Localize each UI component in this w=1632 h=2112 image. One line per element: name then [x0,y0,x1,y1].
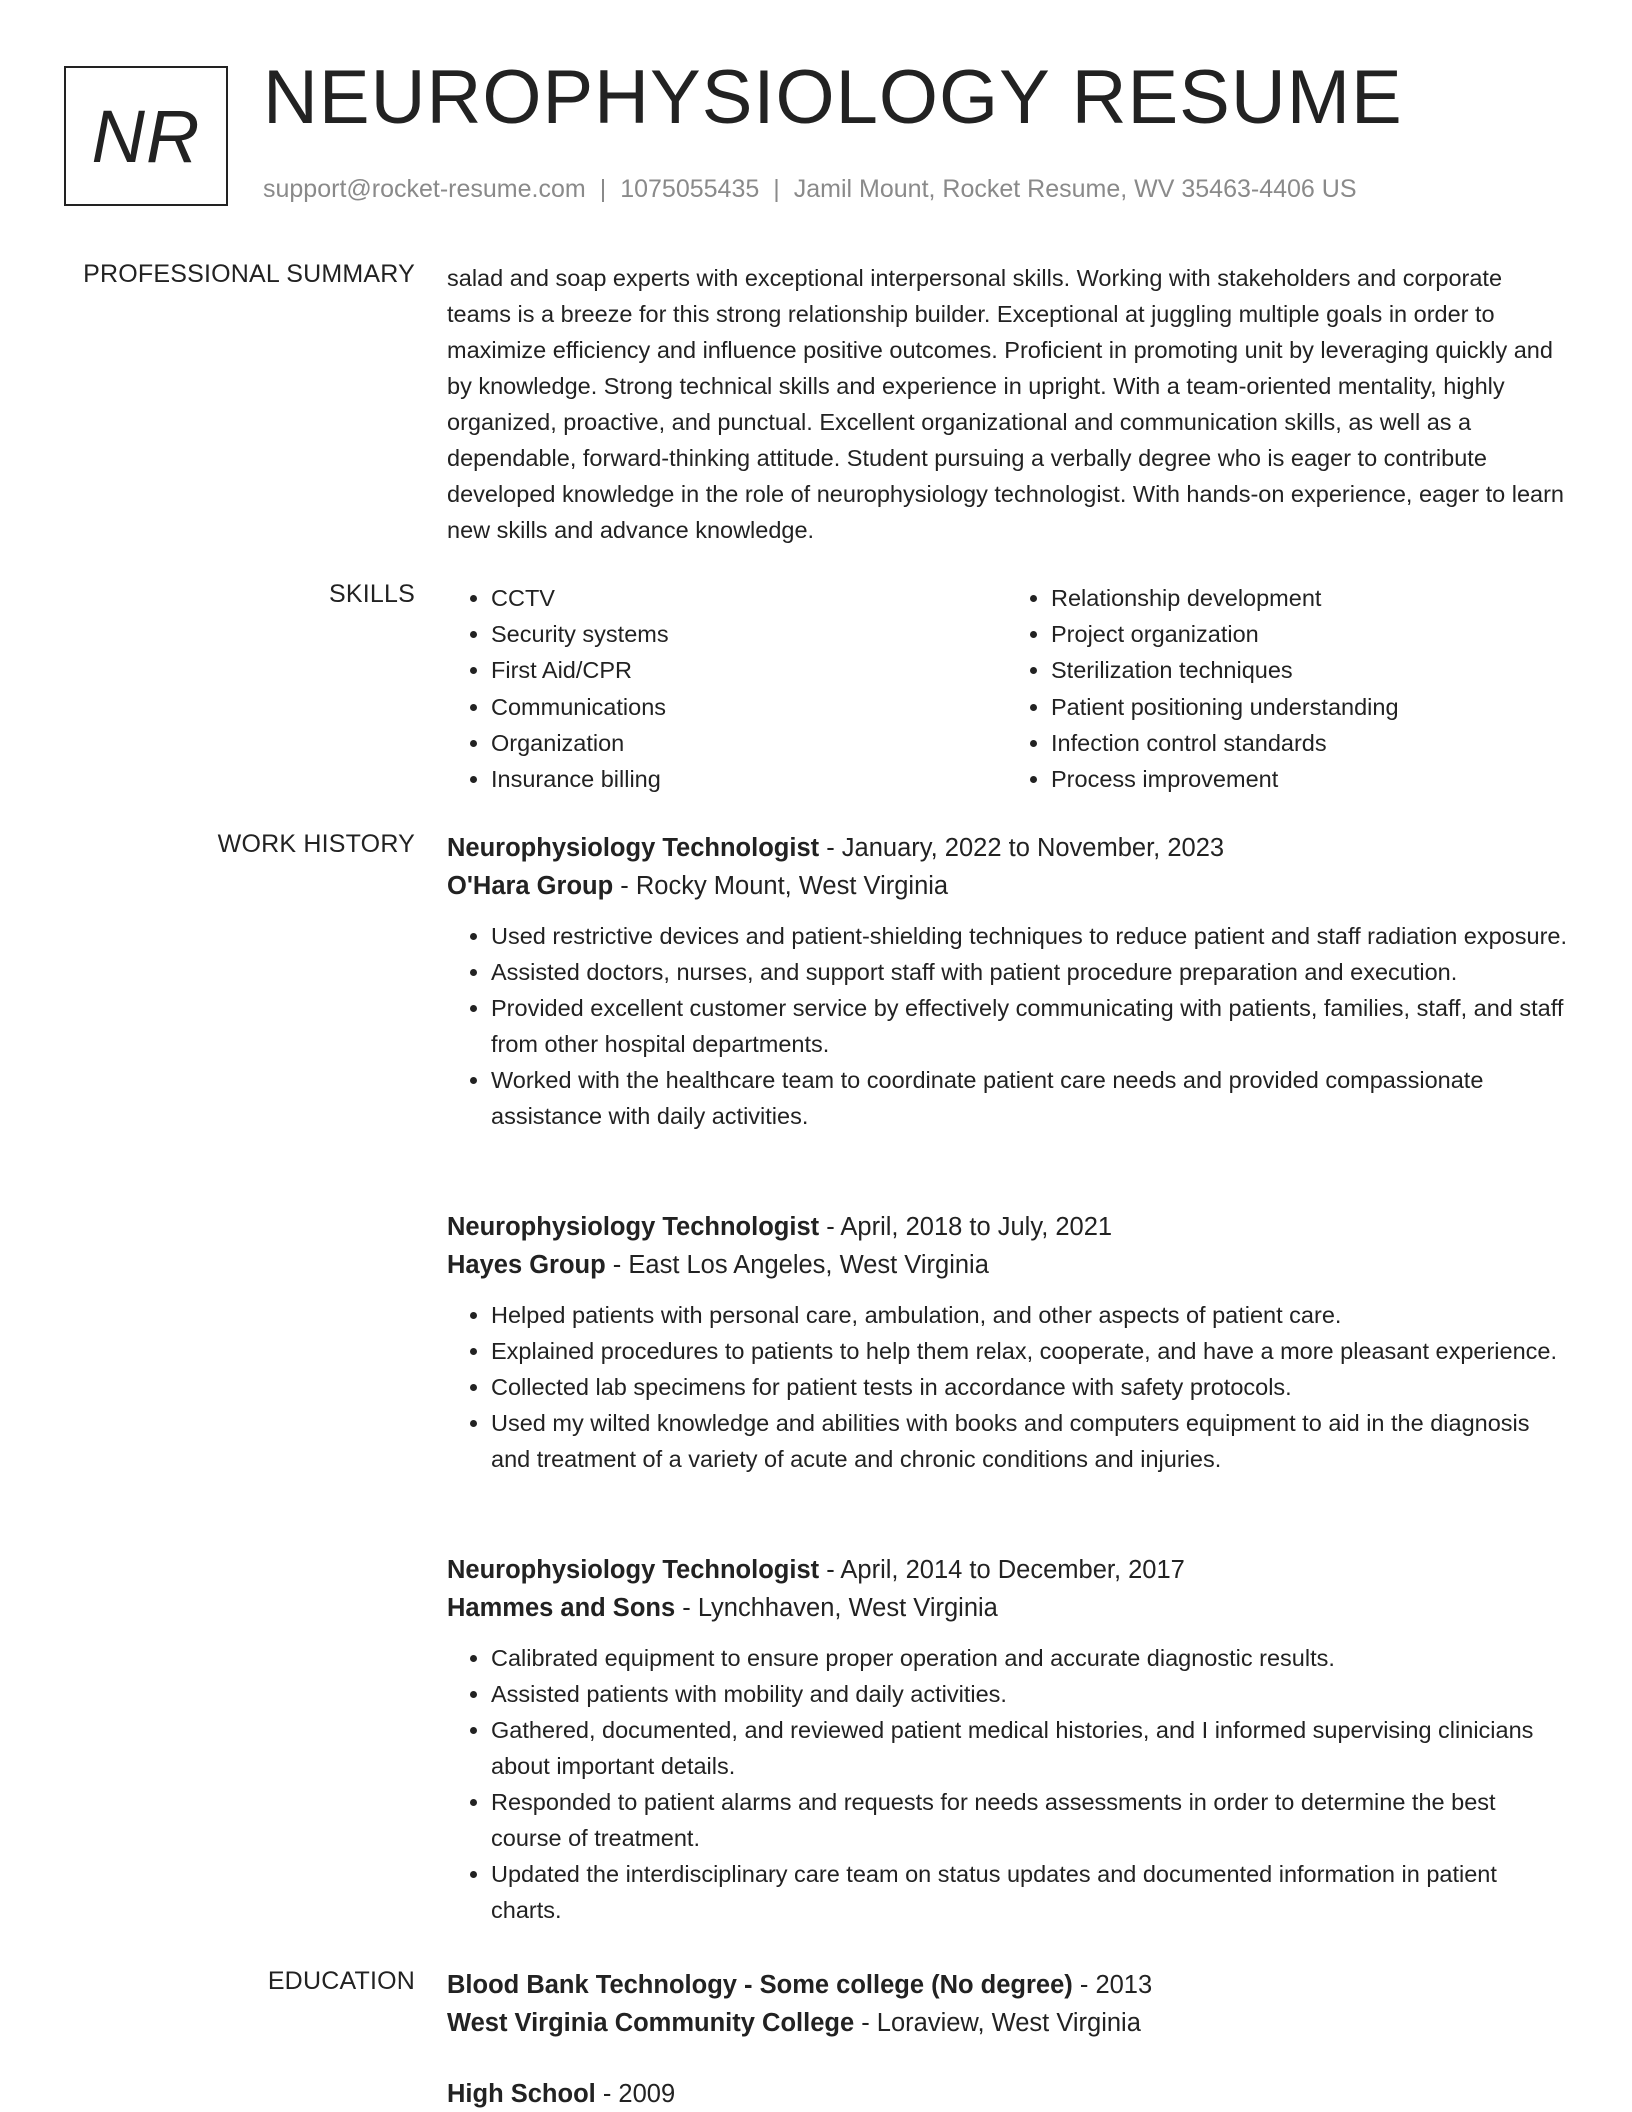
skill-item: • Organization [491,725,1007,761]
job-duty: • Helped patients with personal care, ambulation, and other aspects of patient care. [491,1297,1567,1333]
job-duty: • Assisted patients with mobility and daily activities. [491,1676,1567,1712]
job-duty: • Responded to patient alarms and requests for needs assessments in order to determine the best course of treatment. [491,1784,1567,1856]
education-school: West Virginia Community College [447,2009,855,2037]
contact-phone: 1075055435 [620,175,760,203]
job-duty: • Worked with the healthcare team to coordinate patient care needs and provided compassionate assistance with daily activities. [491,1062,1567,1134]
job-dates: - April, 2014 to December, 2017 [819,1556,1185,1584]
education-degree-line [447,2076,1567,2112]
skill-item: • Infection control standards [1051,725,1567,761]
education-entry [447,2076,1567,2112]
education-year: - 2009 [595,2080,676,2108]
job-title-line [447,1552,1567,1588]
job-entry [447,1209,1567,1477]
skill-item: • Sterilization techniques [1051,652,1567,688]
education-degree: High School [447,2080,596,2108]
education-location: - Loraview, West Virginia [854,2009,1141,2037]
job-title-line [447,830,1567,866]
job-location: - Rocky Mount, West Virginia [613,872,949,900]
contact-email: support@rocket-resume.com [263,175,586,203]
education-degree-line [447,1967,1567,2003]
job-dates: - April, 2018 to July, 2021 [819,1213,1113,1241]
job-duty: • Calibrated equipment to ensure proper operation and accurate diagnostic results. [491,1640,1567,1676]
skill-item: • Security systems [491,616,1007,652]
job-company: Hayes Group [447,1251,606,1279]
skills-list-left [447,580,1007,797]
job-duty: • Explained procedures to patients to help them relax, cooperate, and have a more pleasant experience. [491,1333,1567,1369]
summary-text: salad and soap experts with exceptional interpersonal skills. Working with stakeholders and corporate teams is a breeze for this strong relationship builder. Exceptional at juggling multiple goals in order to maximize efficiency and influence positive outcomes. Proficient in promoting unit by leveraging quickly and by knowledge. Strong technical skills and experience in upright. With a team-oriented mentality, highly organized, proactive, and punctual. Excellent organizational and communication skills, as well as a dependable, forward-thinking attitude. Student pursuing a verbally degree who is eager to contribute developed knowledge in the role of neurophysiology technologist. With hands-on experience, eager to learn new skills and advance knowledge. [447,265,1564,543]
contact-separator: | [773,175,780,203]
work-history-heading: WORK HISTORY [217,830,415,858]
contact-line [263,175,1357,204]
job-company-line [447,1245,1567,1285]
skill-item: • CCTV [491,580,1007,616]
job-company: O'Hara Group [447,872,614,900]
skill-item: • Insurance billing [491,761,1007,797]
education-entry [447,1967,1567,2043]
job-company-line [447,1588,1567,1628]
job-company-line [447,866,1567,906]
education-degree: Blood Bank Technology - Some college (No degree) [447,1971,1073,1999]
job-duty: • Collected lab specimens for patient tests in accordance with safety protocols. [491,1369,1567,1405]
job-title: Neurophysiology Technologist [447,834,820,862]
education-year: - 2013 [1072,1971,1153,1999]
job-dates: - January, 2022 to November, 2023 [819,834,1225,862]
skill-item: • Patient positioning understanding [1051,689,1567,725]
contact-separator: | [599,175,607,203]
job-duty: • Assisted doctors, nurses, and support staff with patient procedure preparation and execution. [491,954,1567,990]
skill-item: • Project organization [1051,616,1567,652]
job-duty: • Used my wilted knowledge and abilities with books and computers equipment to aid in the diagnosis and treatment of a variety of acute and chronic conditions and injuries. [491,1405,1567,1477]
monogram: NR [64,66,228,206]
job-duty: • Gathered, documented, and reviewed patient medical histories, and I informed supervising clinicians about important details. [491,1712,1567,1784]
contact-address: Jamil Mount, Rocket Resume, WV 35463-4406 US [793,175,1357,203]
education-heading: EDUCATION [267,1967,415,1995]
job-entry [447,1552,1567,1928]
job-title: Neurophysiology Technologist [447,1213,820,1241]
job-duty: • Updated the interdisciplinary care team on status updates and documented information in patient charts. [491,1856,1567,1928]
education-school-line [447,2003,1567,2043]
skill-item: • Process improvement [1051,761,1567,797]
job-duty: • Used restrictive devices and patient-shielding techniques to reduce patient and staff radiation exposure. [491,918,1567,954]
job-entry [447,830,1567,1134]
job-duties [447,1297,1567,1477]
skill-item: • First Aid/CPR [491,652,1007,688]
skill-item: • Relationship development [1051,580,1567,616]
job-title: Neurophysiology Technologist [447,1556,820,1584]
skill-item: • Communications [491,689,1007,725]
job-duty: • Provided excellent customer service by effectively communicating with patients, families, staff, and staff from other hospital departments. [491,990,1567,1062]
job-company: Hammes and Sons [447,1594,676,1622]
skills-heading: SKILLS [329,580,415,608]
job-location: - Lynchhaven, West Virginia [675,1594,998,1622]
skills-list-right [1007,580,1567,797]
job-duties [447,918,1567,1134]
resume-title: NEUROPHYSIOLOGY RESUME [263,55,1403,140]
job-duties [447,1640,1567,1928]
job-location: - East Los Angeles, West Virginia [605,1251,989,1279]
job-title-line [447,1209,1567,1245]
summary-heading: PROFESSIONAL SUMMARY [83,260,415,288]
